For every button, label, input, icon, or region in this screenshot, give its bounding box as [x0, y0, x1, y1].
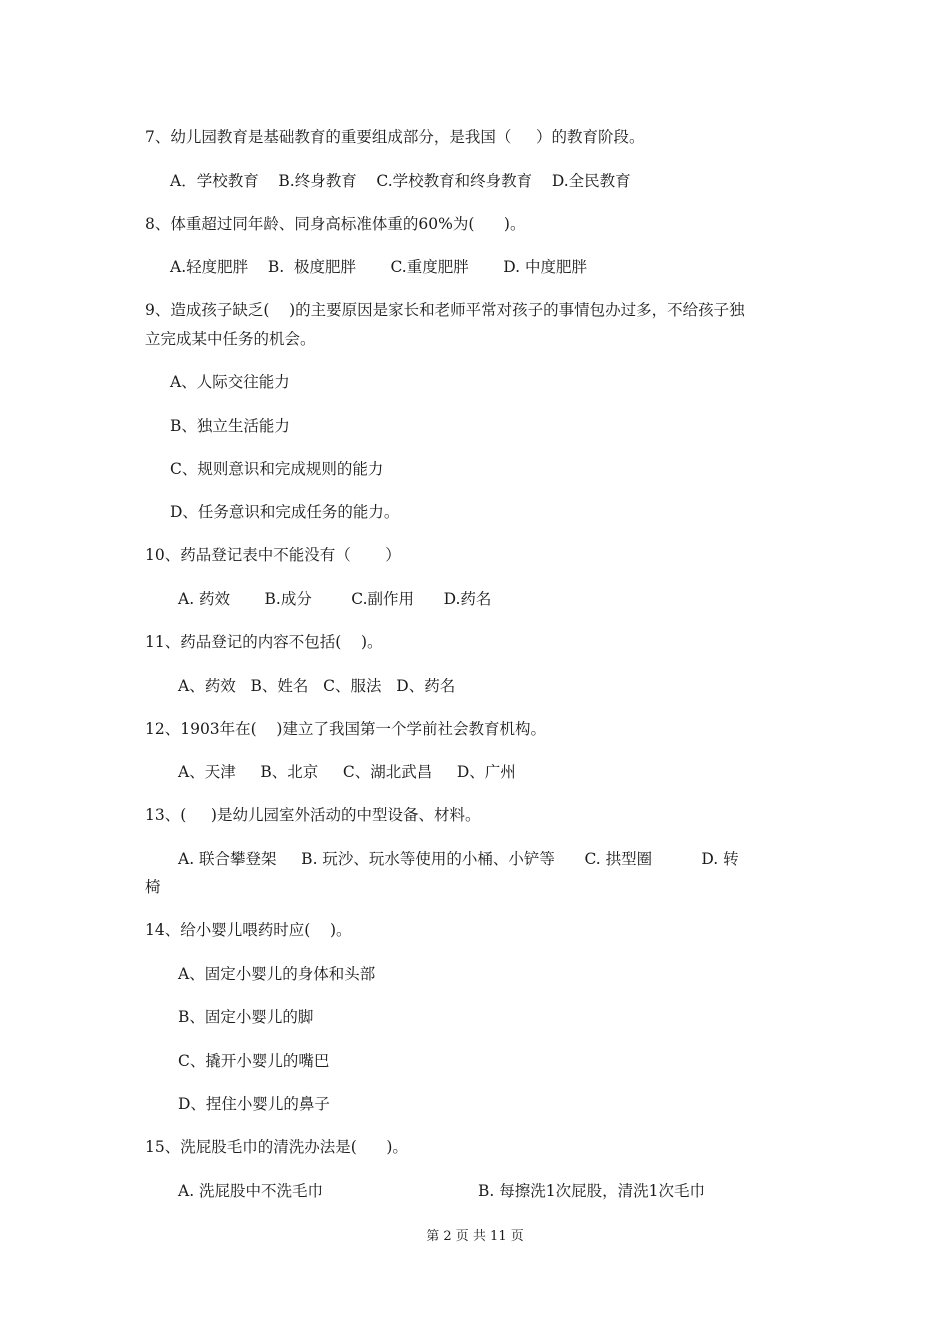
question-9-option-d: D、任务意识和完成任务的能力。 — [170, 503, 400, 521]
question-12-options: A、天津 B、北京 C、湖北武昌 D、广州 — [178, 763, 516, 781]
question-9-option-c: C、规则意识和完成规则的能力 — [170, 460, 384, 478]
question-15-option-b: B. 每擦洗1次屁股，清洗1次毛巾 — [478, 1182, 705, 1200]
question-10-stem: 10、药品登记表中不能没有（ ） — [145, 546, 401, 564]
question-14-option-a: A、固定小婴儿的身体和头部 — [178, 965, 376, 983]
question-15-stem: 15、洗屁股毛巾的清洗办法是( )。 — [145, 1138, 408, 1156]
question-11-stem: 11、药品登记的内容不包括( )。 — [145, 633, 383, 651]
question-12-stem: 12、1903年在( )建立了我国第一个学前社会教育机构。 — [145, 720, 546, 738]
question-14-stem: 14、给小婴儿喂药时应( )。 — [145, 921, 352, 939]
question-14-option-c: C、撬开小婴儿的嘴巴 — [178, 1052, 330, 1070]
question-10-options: A. 药效 B.成分 C.副作用 D.药名 — [178, 590, 492, 608]
question-11-options: A、药效 B、姓名 C、服法 D、药名 — [178, 677, 456, 695]
question-7-stem: 7、幼儿园教育是基础教育的重要组成部分，是我国（ ）的教育阶段。 — [145, 128, 645, 146]
question-13-options-line2: 椅 — [145, 878, 161, 896]
question-13-options-line1: A. 联合攀登架 B. 玩沙、玩水等使用的小桶、小铲等 C. 拱型圈 D. 转 — [178, 850, 739, 868]
question-9-stem-line2: 立完成某中任务的机会。 — [145, 330, 316, 348]
question-13-stem: 13、( )是幼儿园室外活动的中型设备、材料。 — [145, 806, 481, 824]
question-9-option-b: B、独立生活能力 — [170, 417, 290, 435]
question-7-options: A．学校教育 B.终身教育 C.学校教育和终身教育 D.全民教育 — [170, 172, 631, 190]
question-15-option-a: A. 洗屁股中不洗毛巾 — [178, 1182, 324, 1200]
question-9-option-a: A、人际交往能力 — [170, 373, 290, 391]
page-footer: 第 2 页 共 11 页 — [426, 1229, 524, 1244]
question-9-stem-line1: 9、造成孩子缺乏( )的主要原因是家长和老师平常对孩子的事情包办过多，不给孩子独 — [145, 301, 745, 319]
question-14-option-d: D、捏住小婴儿的鼻子 — [178, 1095, 330, 1113]
question-8-options: A.轻度肥胖 B. 极度肥胖 C.重度肥胖 D. 中度肥胖 — [170, 258, 587, 276]
question-14-option-b: B、固定小婴儿的脚 — [178, 1008, 314, 1026]
question-8-stem: 8、体重超过同年龄、同身高标准体重的60%为( )。 — [145, 215, 526, 233]
